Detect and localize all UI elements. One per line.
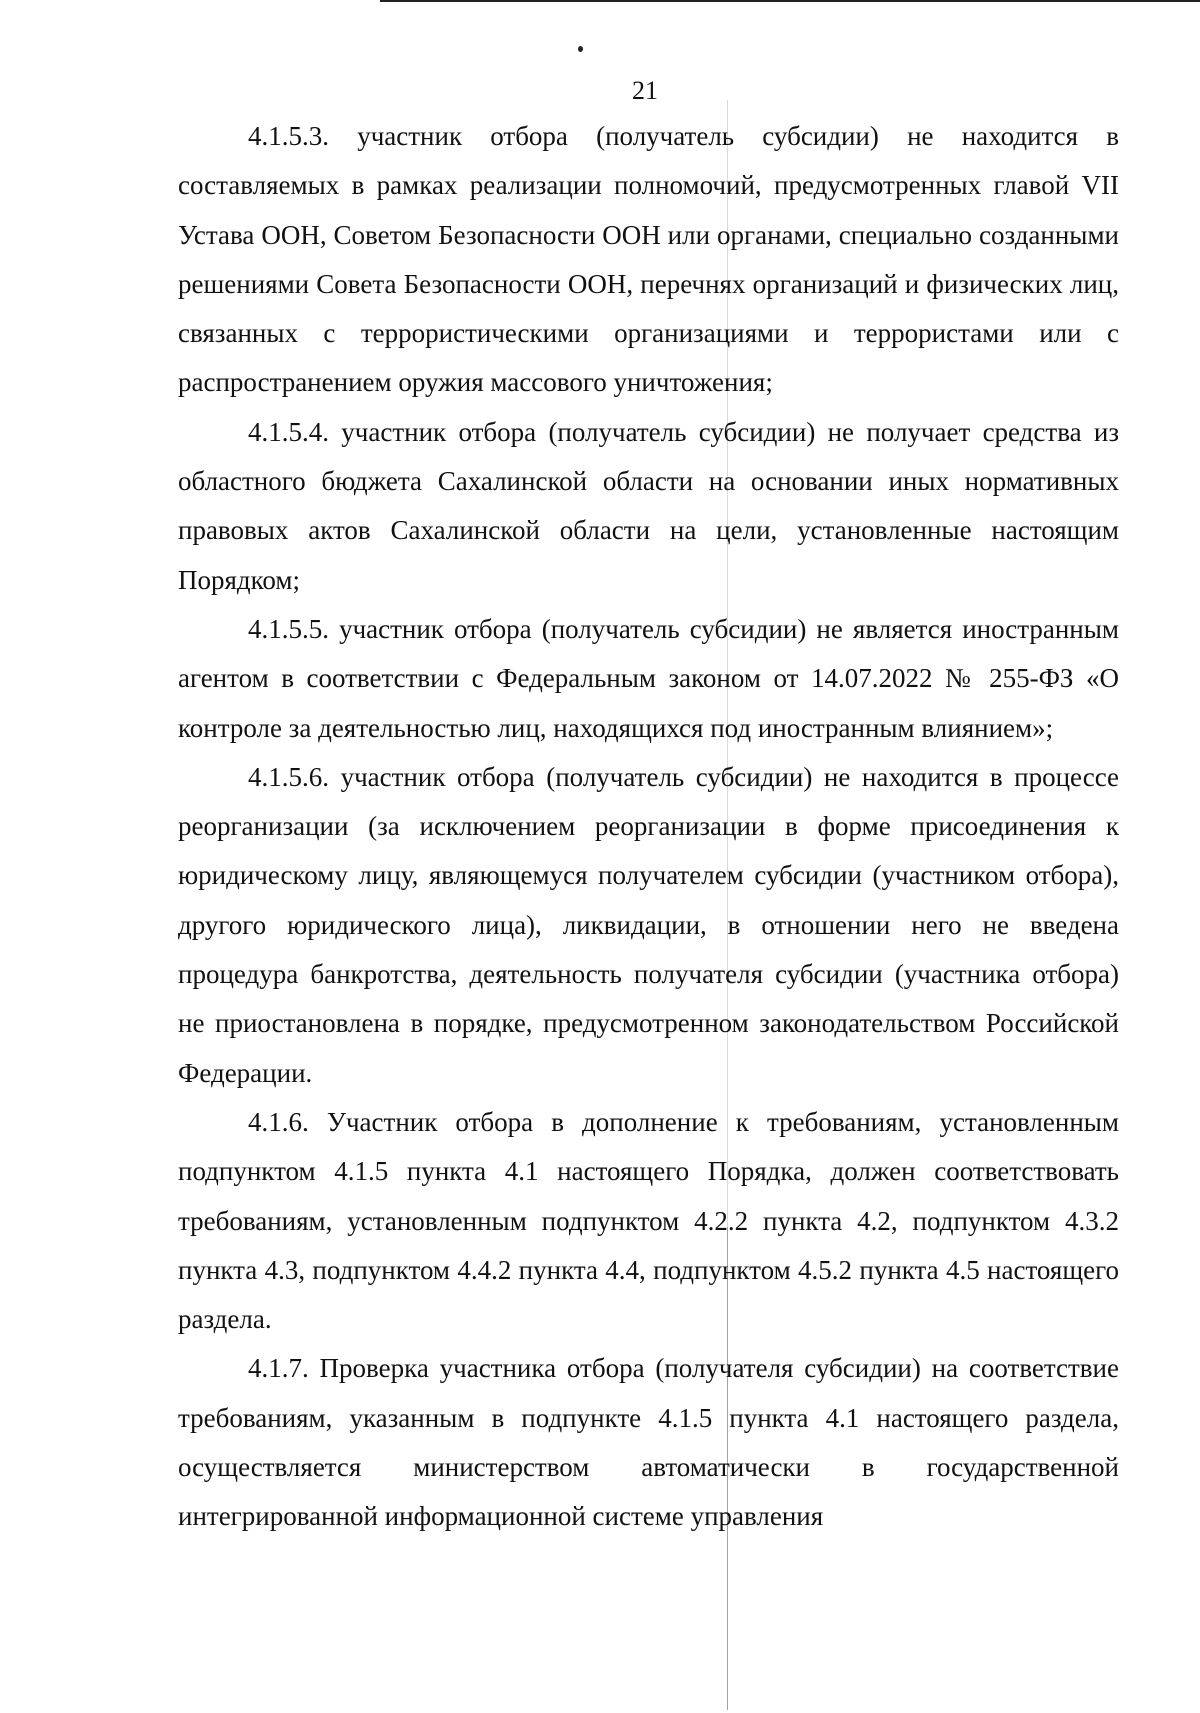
scan-dot-mark [578, 46, 583, 52]
paragraph-4-1-5-5: 4.1.5.5. участник отбора (получатель субсидии) не является иностранным агентом в соответствии с Федеральным законом от 14.07.2022 № 255-ФЗ «О контроле за деятельностью лиц, находящихся под иностранным влиянием»; [178, 613, 1119, 743]
paragraph-4-1-5-4: 4.1.5.4. участник отбора (получатель субсидии) не получает средства из областного бюджета Сахалинской области на основании иных нормативных правовых актов Сахалинской области на цели, установленные настоящим Порядком; [178, 416, 1119, 595]
paragraph-4-1-6: 4.1.6. Участник отбора в дополнение к требованиям, установленным подпунктом 4.1.5 пункта 4.1 настоящего Порядка, должен соответствовать требованиям, установленным подпунктом 4.2.2 пункта 4.2, подпунктом 4.3.2 пункта 4.3, подпунктом 4.4.2 пункта 4.4, подпунктом 4.5.2 пункта 4.5 настоящего раздела. [178, 1106, 1119, 1335]
page-number: 21 [632, 76, 658, 105]
paragraph-4-1-5-6: 4.1.5.6. участник отбора (получатель субсидии) не находится в процессе реорганизации (за исключением реорганизации в форме присоединения к юридическому лицу, являющемуся получателем субсидии (участником отбора), другого юридического лица), ликвидации, в отношении него не введена процедура банкротства, деятельность получателя субсидии (участника отбора) не приостановлена в порядке, предусмотренном законодательством Российской Федерации. [178, 761, 1119, 1088]
paragraph-4-1-7: 4.1.7. Проверка участника отбора (получателя субсидии) на соответствие требованиям, указанным в подпункте 4.1.5 пункта 4.1 настоящего раздела, осуществляется министерством автоматически в государственной интегрированной информационной системе управления [178, 1353, 1119, 1532]
document-body [178, 112, 1119, 1542]
scan-top-edge [380, 0, 1200, 2]
paragraph-4-1-5-3: 4.1.5.3. участник отбора (получатель субсидии) не находится в составляемых в рамках реализации полномочий, предусмотренных главой VII Устава ООН, Советом Безопасности ООН или органами, специально созданными решениями Совета Безопасности ООН, перечнях организаций и физических лиц, связанных с террористическими организациями и террористами или с распространением оружия массового уничтожения; [178, 121, 1119, 398]
